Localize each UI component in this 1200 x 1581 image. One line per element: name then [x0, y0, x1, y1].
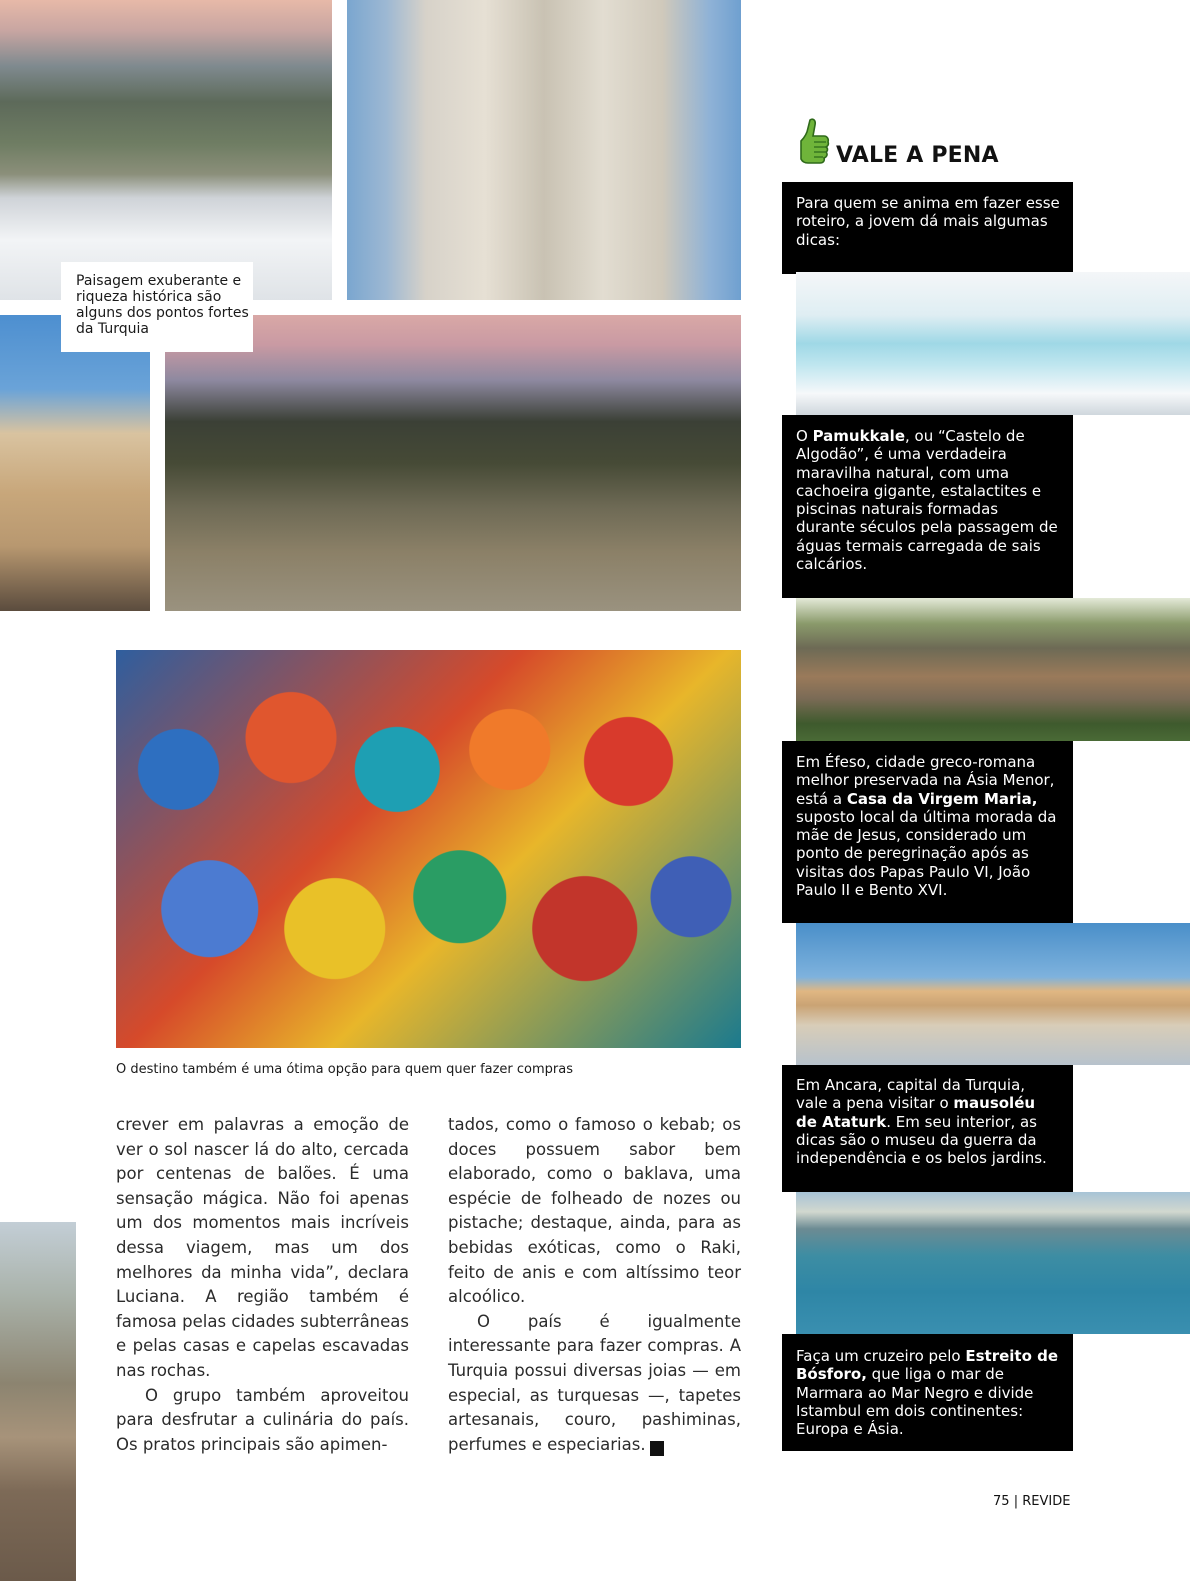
tip-text: Em Éfeso, cidade greco-romana melhor preservada na Ásia Menor, está a	[796, 753, 1055, 808]
tip-virgin-mary-house	[782, 741, 1073, 923]
tip-text: , ou “Castelo de Algodão”, é uma verdadeira maravilha natural, com uma cachoeira gigante, estalactites e piscinas naturais formadas durante séculos pela passagem de águas termais carregada de sais calcários.	[796, 427, 1058, 574]
photos-caption: Paisagem exuberante e riqueza histórica são alguns dos pontos fortes da Turquia	[61, 262, 253, 352]
article-paragraph-text: O país é igualmente interessante para fazer compras. A Turquia possui diversas joias — em especial, as turquesas —, tapetes artesanais, couro, pashiminas, perfumes e especiarias.	[448, 1311, 741, 1454]
ataturk-mausoleum-photo	[796, 923, 1190, 1065]
tip-text: Em Ancara, capital da Turquia, vale a pena visitar o	[796, 1076, 1026, 1113]
article-column-left	[116, 1113, 409, 1457]
tip-highlight: Casa da Virgem Maria,	[846, 789, 1038, 808]
landscape-photo	[0, 0, 332, 300]
tip-highlight: Estreito de Bósforo,	[796, 1347, 1059, 1384]
tip-text: Faça um cruzeiro pelo	[796, 1347, 966, 1365]
sidebar-intro: Para quem se anima em fazer esse roteiro, a jovem dá mais algumas dicas:	[782, 182, 1073, 274]
article-paragraph: crever em palavras a emoção de ver o sol nascer lá do alto, cercada por centenas de balões. É uma sensação mágica. Não foi apenas um dos momentos mais incríveis dessa viagem, mas um dos melhores da minha vida”, declara Luciana. A região também é famosa pelas cidades subterrâneas e pelas casas e capelas escavadas nas rochas.	[116, 1115, 409, 1380]
tip-pamukkale	[782, 415, 1073, 598]
pamukkale-photo	[796, 272, 1190, 415]
plates-caption: O destino também é uma ótima opção para quem quer fazer compras	[116, 1062, 574, 1077]
tip-text: suposto local da última morada da mãe de Jesus, considerado um ponto de peregrinação após as visitas dos Papas Paulo VI, João Paulo II e Bento XVI.	[796, 807, 1057, 900]
ephesus-library-photo	[0, 315, 150, 611]
virgin-mary-house-photo	[796, 598, 1190, 741]
tip-text: . Em seu interior, as dicas são o museu da guerra da independência e os belos jardins.	[796, 1112, 1047, 1168]
article-paragraph: tados, como o famoso o kebab; os doces possuem sabor bem elaborado, como o baklava, uma espécie de folheado de nozes ou pistache; destaque, ainda, para as bebidas exóticas, como o Raki, feito de anis e com altíssimo teor alcoólico.	[448, 1115, 741, 1307]
tip-bosphorus	[782, 1334, 1073, 1451]
page-footer	[993, 1494, 1070, 1509]
page-number: 75	[993, 1494, 1010, 1509]
article-column-right	[448, 1113, 741, 1457]
end-of-article-mark: r	[650, 1441, 664, 1456]
balloons-photo	[0, 1222, 76, 1581]
tip-ataturk-mausoleum	[782, 1065, 1073, 1192]
tip-text: O	[796, 427, 813, 445]
magazine-name: REVIDE	[1022, 1494, 1071, 1509]
thumbs-up-icon	[796, 116, 830, 170]
tip-highlight: Pamukkale	[812, 427, 905, 445]
footer-separator: |	[1013, 1494, 1019, 1509]
tip-highlight: mausoléu de Ataturk	[796, 1094, 1036, 1131]
sidebar-title: VALE A PENA	[836, 143, 999, 168]
tip-text: que liga o mar de Marmara ao Mar Negro e divide Istambul em dois continentes: Europa e Ásia.	[796, 1365, 1034, 1439]
ceramic-plates-photo	[116, 650, 741, 1048]
bosphorus-photo	[796, 1192, 1190, 1334]
ruins-photo	[165, 315, 741, 611]
palace-gate-photo	[347, 0, 741, 300]
article-paragraph	[448, 1310, 741, 1458]
article-paragraph: O grupo também aproveitou para desfrutar a culinária do país. Os pratos principais são apimen-	[116, 1385, 409, 1454]
